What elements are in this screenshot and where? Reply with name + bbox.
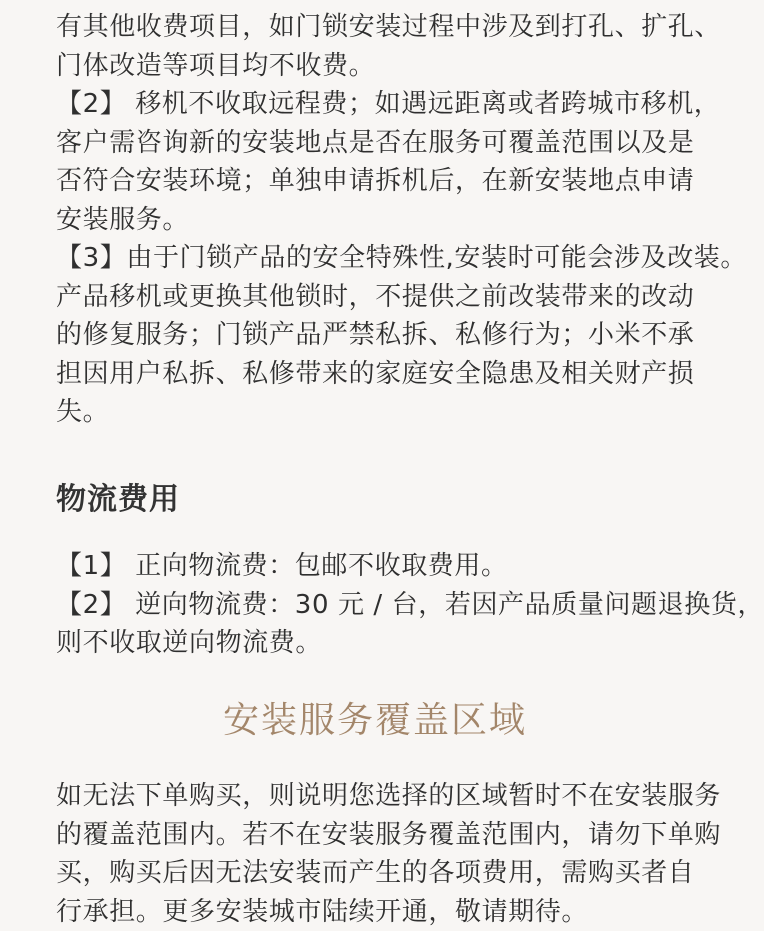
text-line: 失。: [56, 393, 696, 432]
text-line: 担因用户私拆、私修带来的家庭安全隐患及相关财产损: [56, 355, 696, 394]
text-line: 【2】 逆向物流费：30 元 / 台，若因产品质量问题退换货，: [56, 586, 696, 625]
text-line: 【2】 移机不收取远程费；如遇远距离或者跨城市移机，: [56, 85, 696, 124]
text-line: 则不收取逆向物流费。: [56, 624, 696, 663]
text-line: 安装服务。: [56, 201, 696, 240]
coverage-notes: [56, 777, 696, 931]
text-line: 买，购买后因无法安装而产生的各项费用，需购买者自: [56, 854, 696, 893]
text-line: 有其他收费项目，如门锁安装过程中涉及到打孔、扩孔、: [56, 8, 696, 47]
text-line: 门体改造等项目均不收费。: [56, 47, 696, 86]
text-line: 【1】 正向物流费：包邮不收取费用。: [56, 547, 696, 586]
text-line: 如无法下单购买，则说明您选择的区域暂时不在安装服务: [56, 777, 696, 816]
text-line: 产品移机或更换其他锁时，不提供之前改装带来的改动: [56, 278, 696, 317]
text-line: 的修复服务；门锁产品严禁私拆、私修行为；小米不承: [56, 316, 696, 355]
coverage-section-title: 安装服务覆盖区域: [0, 697, 750, 745]
text-line: 行承担。更多安装城市陆续开通，敬请期待。: [56, 893, 696, 931]
logistics-notes: [56, 547, 696, 663]
text-line: 客户需咨询新的安装地点是否在服务可覆盖范围以及是: [56, 124, 696, 163]
install-fee-notes: [56, 8, 696, 432]
text-line: 否符合安装环境；单独申请拆机后，在新安装地点申请: [56, 162, 696, 201]
text-line: 【3】由于门锁产品的安全特殊性,安装时可能会涉及改装。: [56, 239, 696, 278]
text-line: 的覆盖范围内。若不在安装服务覆盖范围内，请勿下单购: [56, 816, 696, 855]
logistics-heading: 物流费用: [56, 480, 180, 520]
